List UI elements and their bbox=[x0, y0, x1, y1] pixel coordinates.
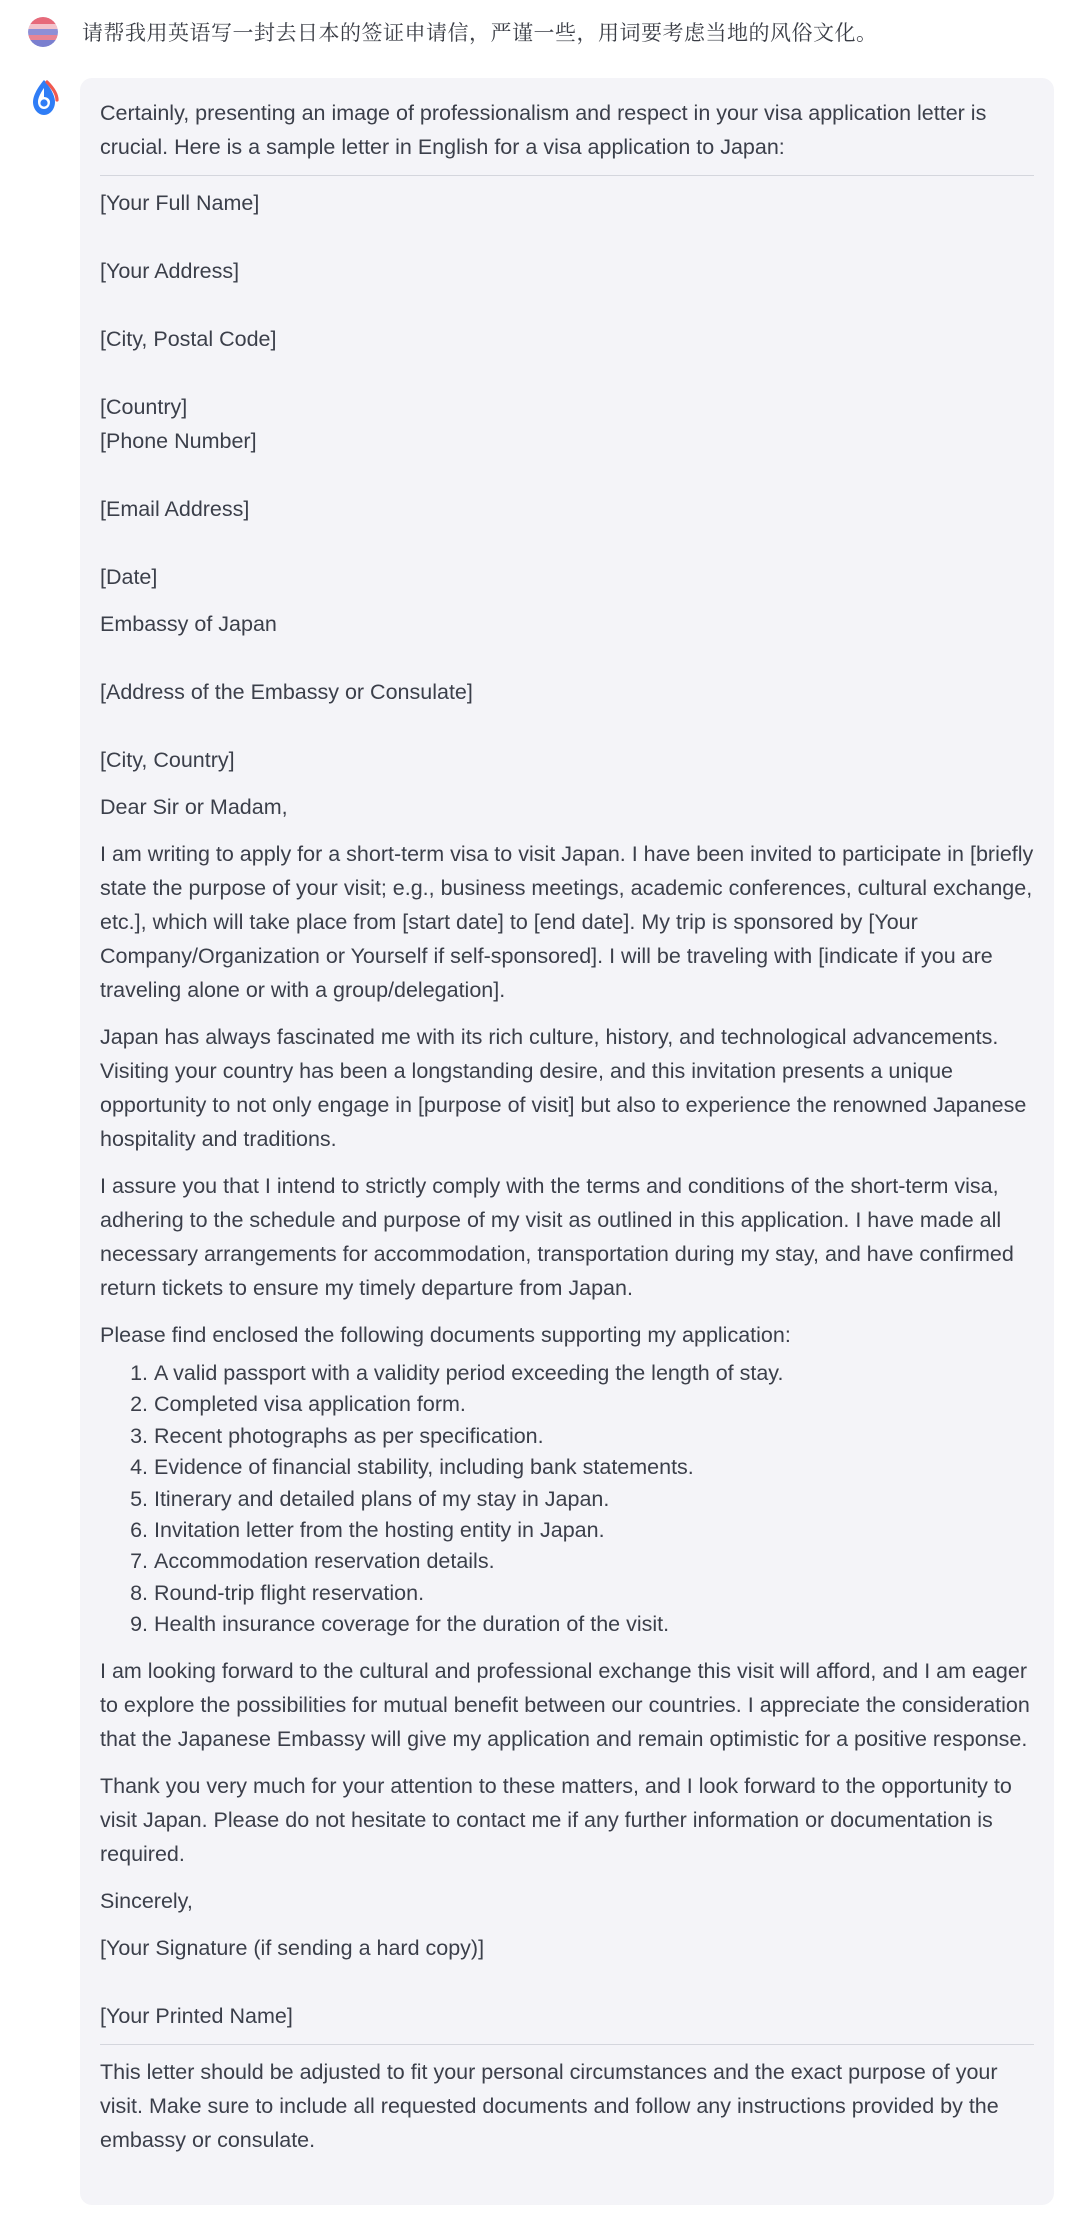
list-item: 7. Accommodation reservation details. bbox=[130, 1549, 495, 1574]
list-item: 5. Itinerary and detailed plans of my stay in Japan. bbox=[130, 1486, 610, 1511]
signoff: Sincerely, bbox=[100, 1888, 193, 1913]
assistant-response-card bbox=[80, 78, 1054, 2205]
sender-address: [Your Address] bbox=[100, 259, 240, 283]
letter-paragraph: I am writing to apply for a short-term visa to visit Japan. I have been invited to participate in [briefly state the purpose of your visit; e.g., business meetings, academic conferences, cultural exchange, etc.], which will take place from [start date] to [end date]. My trip is sponsored by [Your Company/Organization or Yourself if self-sponsored]. I will be traveling with [indicate if you are traveling alone or with a group/delegation]. bbox=[100, 842, 1034, 1002]
sender-country: [Country] bbox=[100, 395, 188, 419]
documents-list bbox=[100, 1358, 1034, 1641]
divider-top bbox=[100, 175, 1034, 176]
sender-email: [Email Address] bbox=[100, 497, 250, 521]
response-intro: Certainly, presenting an image of professionalism and respect in your visa application letter is crucial. Here is a sample letter in English for a visa application to Japan: bbox=[100, 101, 987, 159]
letter-date: [Date] bbox=[100, 565, 158, 589]
list-item: 6. Invitation letter from the hosting entity in Japan. bbox=[130, 1518, 605, 1543]
letter-paragraph: I assure you that I intend to strictly comply with the terms and conditions of the short-term visa, adhering to the schedule and purpose of my visit as outlined in this application. I have made all necessary arrangements for accommodation, transportation during my stay, and have confirmed return tickets to ensure my timely departure from Japan. bbox=[100, 1174, 1014, 1300]
letter-paragraph: Japan has always fascinated me with its rich culture, history, and technological advancements. Visiting your country has been a longstanding desire, and this invitation presents a unique opportunity to not only engage in [purpose of visit] but also to experience the renowned Japanese hospitality and traditions. bbox=[100, 1025, 1027, 1151]
sender-phone: [Phone Number] bbox=[100, 429, 257, 453]
printed-name: [Your Printed Name] bbox=[100, 2003, 293, 2028]
assistant-logo-icon bbox=[26, 78, 62, 118]
list-item: 4. Evidence of financial stability, including bank statements. bbox=[130, 1455, 694, 1480]
closing-paragraph: Thank you very much for your attention to these matters, and I look forward to the opportunity to visit Japan. Please do not hesitate to contact me if any further information or documentation is required. bbox=[100, 1773, 1012, 1866]
list-item: 2. Completed visa application form. bbox=[130, 1392, 466, 1417]
list-item: 3. Recent photographs as per specification. bbox=[130, 1423, 544, 1448]
footer-note: This letter should be adjusted to fit your personal circumstances and the exact purpose of your visit. Make sure to include all requested documents and follow any instructions provided by the embassy or consulate. bbox=[100, 2059, 999, 2152]
recipient-address: [Address of the Embassy or Consulate] bbox=[100, 680, 473, 704]
recipient-name: Embassy of Japan bbox=[100, 612, 277, 636]
recipient-city-country: [City, Country] bbox=[100, 748, 235, 772]
closing-paragraph: I am looking forward to the cultural and professional exchange this visit will afford, and I am eager to explore the possibilities for mutual benefit between our countries. I appreciate the consideration that the Japanese Embassy will give my application and remain optimistic for a positive response. bbox=[100, 1658, 1030, 1751]
sender-full-name: [Your Full Name] bbox=[100, 191, 260, 215]
list-item: 9. Health insurance coverage for the duration of the visit. bbox=[130, 1612, 670, 1637]
user-message-text: 请帮我用英语写一封去日本的签证申请信，严谨一些，用词要考虑当地的风俗文化。 bbox=[82, 21, 878, 45]
signature-placeholder: [Your Signature (if sending a hard copy)] bbox=[100, 1935, 485, 1960]
documents-intro: Please find enclosed the following documents supporting my application: bbox=[100, 1323, 791, 1347]
sender-city-postal: [City, Postal Code] bbox=[100, 327, 277, 351]
salutation: Dear Sir or Madam, bbox=[100, 795, 288, 819]
list-item: 8. Round-trip flight reservation. bbox=[130, 1580, 425, 1605]
list-item: 1. A valid passport with a validity period exceeding the length of stay. bbox=[130, 1361, 784, 1385]
user-avatar-icon[interactable] bbox=[28, 17, 58, 47]
user-message-row bbox=[28, 14, 1058, 50]
divider-bottom bbox=[100, 2044, 1034, 2045]
